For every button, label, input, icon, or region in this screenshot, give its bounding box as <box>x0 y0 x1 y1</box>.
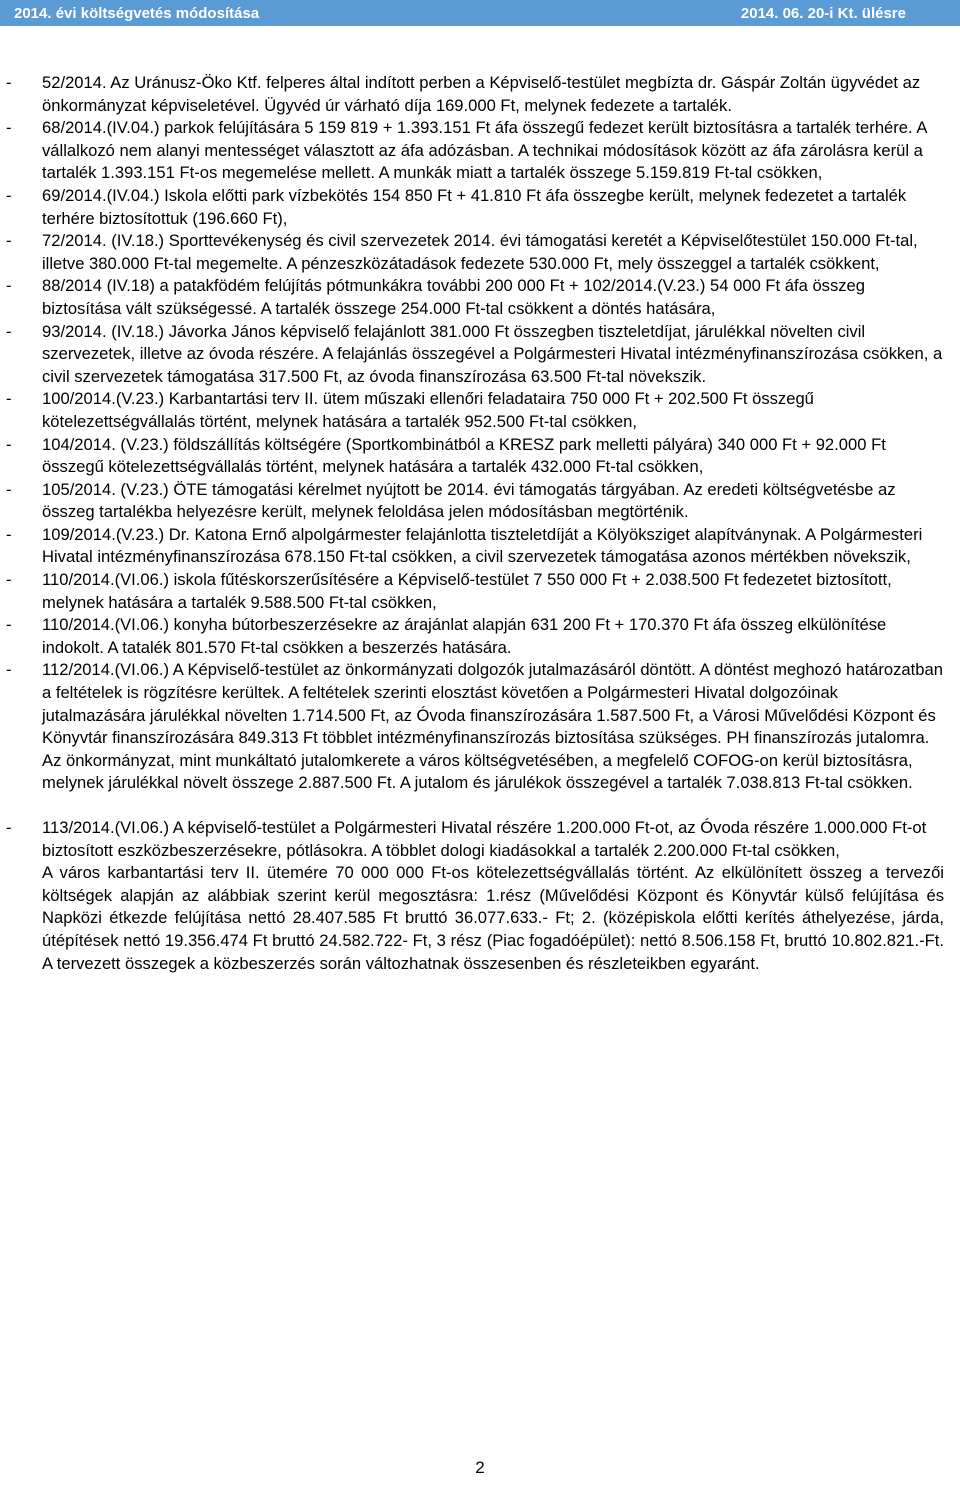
list-item <box>6 275 944 320</box>
list-item-text: 104/2014. (V.23.) földszállítás költségére (Sportkombinátból a KRESZ park melletti pályára) 340 000 Ft + 92.000 Ft összegű kötelezettségvállalás történt, melynek hatására a tartalék 432.000 Ft-tal csökken, <box>42 434 886 477</box>
list-item <box>6 230 944 275</box>
list-dash: - <box>6 660 12 680</box>
list-item <box>6 659 944 795</box>
list-item-text: 109/2014.(V.23.) Dr. Katona Ernő alpolgármester felajánlotta tiszteletdíját a Kölyöksziget alapítványnak. A Polgármesteri Hivatal intézményfinanszírozása 678.150 Ft-tal csökken, a civil szervezetek támogatása azonos mértékben növekszik, <box>42 524 923 567</box>
list-item-text: 88/2014 (IV.18) a patakfödém felújítás pótmunkákra további 200 000 Ft + 102/2014.(V.23.) 54 000 Ft áfa összeg biztosítása vált szükségessé. A tartalék összege 254.000 Ft-tal csökkent a döntés hatására, <box>42 276 866 318</box>
list-item <box>6 569 944 614</box>
list-dash: - <box>6 570 12 590</box>
list-dash: - <box>6 118 12 138</box>
list-dash: - <box>6 276 12 296</box>
list-item-text: 93/2014. (IV.18.) Jávorka János képviselő felajánlott 381.000 Ft összegben tiszteletdíjat, járulékkal növelten civil szervezetek, illetve az óvoda részére. A felajánlás összegével a Polgármesteri Hivatal intézményfinanszírozása csökken, a civil szervezetek támogatása 317.500 Ft, az óvoda finanszírozása 63.500 Ft-tal növekszik. <box>42 321 943 386</box>
list-item <box>6 185 944 230</box>
body-paragraph: A város karbantartási terv II. ütemére 70 000 000 Ft-os kötelezettségvállalás történt. Az elkülönített összeg a tervezői költségek alapján az alábbiak szerint kerül megosztásra: 1.rész (Művelődési Központ és Könyvtár külső felújítása és Napközi étkezde felújítása nettó 28.407.585 Ft bruttó 36.077.633.- Ft; 2. (középiskola előtti kerítés áthelyezése, járda, útépítések nettó 19.356.474 Ft bruttó 24.582.722- Ft, 3 rész (Piac fogadóépület): nettó 8.506.158 Ft, bruttó 10.802.821.-Ft. A tervezett összegek a közbeszerzés során változhatnak összesenben és részleteikben egyaránt. <box>42 863 944 973</box>
list-dash: - <box>6 615 12 635</box>
list-dash: - <box>6 231 12 251</box>
list-item <box>6 614 944 659</box>
list-item <box>6 388 944 433</box>
header-document-title: 2014. évi költségvetés módosítása <box>14 4 260 22</box>
list-item <box>6 817 944 862</box>
list-item-text: 69/2014.(IV.04.) Iskola előtti park vízbekötés 154 850 Ft + 41.810 Ft áfa összegbe került, melynek fedezetet a tartalék terhére biztosítottuk (196.660 Ft), <box>42 185 907 228</box>
page-header <box>0 0 960 26</box>
list-item-text: 100/2014.(V.23.) Karbantartási terv II. ütem műszaki ellenőri feladataira 750 000 Ft + 202.500 Ft összegű kötelezettségvállalás történt, melynek hatására a tartalék 952.500 Ft-tal csökken, <box>42 389 814 431</box>
page-number: 2 <box>475 1458 485 1477</box>
list-dash: - <box>6 434 12 454</box>
list-item <box>6 72 944 117</box>
spacer <box>6 795 944 817</box>
list-dash: - <box>6 321 12 341</box>
list-item-text: 72/2014. (IV.18.) Sporttevékenység és civil szervezetek 2014. évi támogatási keretét a Képviselőtestület 150.000 Ft-tal, illetve 380.000 Ft-tal megemelte. A pénzeszközátadások fedezete 530.000 Ft, mely összeggel a tartalék csökkent, <box>42 231 918 273</box>
header-meeting-date: 2014. 06. 20-i Kt. ülésre <box>740 4 906 22</box>
list-item-text: 110/2014.(VI.06.) konyha bútorbeszerzésekre az árajánlat alapján 631 200 Ft + 170.370 Ft áfa összeg elkülönítése indokolt. A tatalék 801.570 Ft-tal csökken a beszerzés hatására. <box>42 615 887 657</box>
list-item <box>6 321 944 389</box>
list-dash: - <box>6 479 12 499</box>
list-item <box>6 117 944 185</box>
list-item-text: 112/2014.(VI.06.) A Képviselő-testület az önkormányzati dolgozók jutalmazásáról döntött. A döntést meghozó határozatban a feltételek is rögzítésre kerültek. A feltételek szerinti elosztást követően a Polgármesteri Hivatal dolgozóinak jutalmazására járulékkal növelten 1.714.500 Ft, az Óvoda finanszírozására 1.587.500 Ft, a Városi Művelődési Központ és Könyvtár finanszírozására 849.313 Ft többlet intézményfinanszírozás biztosítása szükséges. PH finanszírozás jutalomra. Az önkormányzat, mint munkáltató jutalomkerete a város költségvetésében, a megfelelő COFOG-on kerül biztosításra, melynek járulékkal növelt összege 2.887.500 Ft. A jutalom és járulékok összegével a tartalék 7.038.813 Ft-tal csökken. <box>42 660 943 793</box>
list-item-text: 105/2014. (V.23.) ÖTE támogatási kérelmet nyújtott be 2014. évi támogatás tárgyában. Az eredeti költségvetésbe az összeg tartalékba helyezésre került, melynek feloldása jelen módosításban megtörténik. <box>42 479 896 522</box>
list-item-text: 110/2014.(VI.06.) iskola fűtéskorszerűsítésére a Képviselő-testület 7 550 000 Ft + 2.038.500 Ft fedezetet biztosított, melynek hatására a tartalék 9.588.500 Ft-tal csökken, <box>42 570 892 612</box>
list-item-text: 52/2014. Az Uránusz-Öko Ktf. felperes által indított perben a Képviselő-testület megbízta dr. Gáspár Zoltán ügyvédet az önkormányzat képviseletével. Ügyvéd úr várható díja 169.000 Ft, melynek fedezete a tartalék. <box>42 73 921 115</box>
list-dash: - <box>6 818 12 837</box>
list-item-text: 113/2014.(VI.06.) A képviselő-testület a Polgármesteri Hivatal részére 1.200.000 Ft-ot, az Óvoda részére 1.000.000 Ft-ot biztosított eszközbeszerzésekre, pótlásokra. A többlet dologi kiadásokkal a tartalék 2.200.000 Ft-tal csökken, <box>42 818 927 860</box>
list-dash: - <box>6 389 12 409</box>
list-item <box>6 434 944 479</box>
list-item <box>6 524 944 569</box>
list-dash: - <box>6 524 12 544</box>
list-dash: - <box>6 185 12 205</box>
list-dash: - <box>6 73 12 92</box>
document-body <box>0 26 960 975</box>
list-item <box>6 479 944 524</box>
list-item-text: 68/2014.(IV.04.) parkok felújítására 5 159 819 + 1.393.151 Ft áfa összegű fedezet került biztosításra a tartalék terhére. A vállalkozó nem alanyi mentességet választott az áfa adózásban. A technikai módosítások között az áfa zárolásra kerül a tartalék 1.393.151 Ft-os megemelése mellett. A munkák miatt a tartalék összege 5.159.819 Ft-tal csökken, <box>42 118 927 183</box>
